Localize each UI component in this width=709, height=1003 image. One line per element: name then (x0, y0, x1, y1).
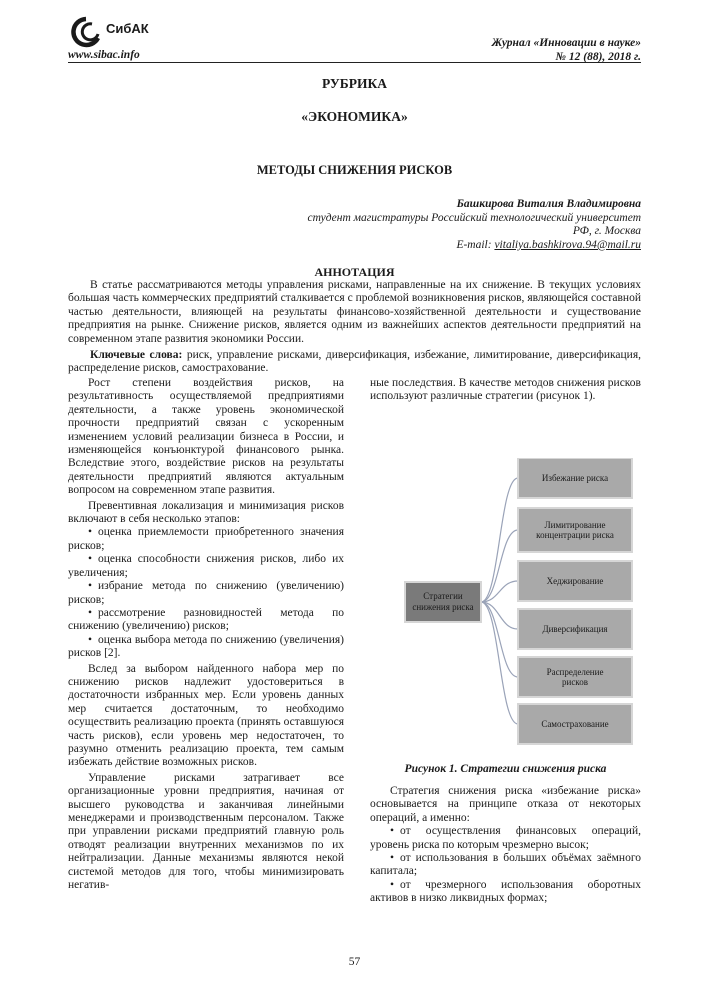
strategies-diagram (395, 458, 635, 748)
list-item: • от использования в больших объёмах заёмного капитала; (370, 852, 641, 879)
diagram-node-label: Распределение (546, 667, 604, 677)
diagram-connector (481, 478, 518, 602)
author-affiliation (191, 212, 641, 252)
list-item: • от чрезмерного использования оборотных активов в низко ликвидных формах; (370, 879, 641, 906)
keywords-label: Ключевые слова: (90, 349, 183, 361)
diagram-node-label: Диверсификация (542, 624, 608, 634)
rubric-label: РУБРИКА (321, 76, 388, 91)
diagram-root-label-line2: снижения риска (412, 602, 474, 612)
left-column (68, 377, 344, 892)
keywords-text: риск, управление рисками, диверсификация, избежание, лимитирование, диверсификация, распределение рисков, самострахование. (68, 349, 641, 375)
diagram-node-label: рисков (562, 677, 588, 687)
list-item: • рассмотрение разновидностей метода по снижению (увеличению) рисков; (68, 607, 344, 634)
journal-issue: № 12 (88), 2018 г. (555, 51, 641, 63)
author-email-line (191, 239, 641, 252)
list-item: • оценка способности снижения рисков, либо их увеличения; (68, 553, 344, 580)
diagram-node-label: Избежание риска (541, 473, 609, 483)
author-city: РФ, г. Москва (572, 225, 641, 238)
keywords (68, 349, 641, 376)
paragraph: Рост степени воздействия рисков, на результативность осуществляемой предприятиями деятельности, а также уровень экономической прочности предприятий связан с ускоренным изменением условий реализации бизнеса в России, и изменяющейся конъюнктурой финансового рынка. Вследствие этого, воздействие рисков на результаты деятельности предприятий являются актуальным вопросом на современном этапе развития. (68, 377, 344, 497)
diagram-nodes (518, 458, 632, 744)
right-column-top (370, 377, 641, 404)
paragraph: Управление рисками затрагивает все организационные уровни предприятия, начиная от высшего руководства и заканчивая линейными менеджерами и производственным персоналом. Также при управлении рисками предприятий главную роль отводят реализации внутренних механизмов по их нейтрализации. Данные механизмы являются некой системой методов для того, чтобы минимизировать негатив- (68, 771, 344, 892)
page-number: 57 (348, 956, 361, 968)
diagram-connectors (481, 478, 518, 724)
diagram-node-label: концентрации риска (536, 530, 614, 540)
diagram-root-label-line1: Стратегии (423, 591, 463, 601)
diagram-node-label: Самострахование (541, 719, 609, 729)
site-url[interactable]: www.sibac.info (68, 49, 140, 61)
list-item: • оценка выбора метода по снижению (увеличения) рисков [2]. (68, 634, 344, 661)
paragraph: Вслед за выбором найденного набора мер по снижению рисков надлежит удостовериться в достаточности избранных мер. Если уровень данных мер считается достаточным, то необходимо осуществить реализацию проекта (принять оставшуюся часть рисков), если уровень мер недостаточен, то разумно отменить реализацию проекта, тем самым избежать действие возможных рисков. (68, 662, 344, 769)
diagram-node-label: Хеджирование (546, 576, 604, 586)
list-item: • оценка приемлемости приобретенного значения рисков; (68, 526, 344, 553)
author-name: Башкирова Виталия Владимировна (456, 198, 641, 210)
email-label: E-mail: (456, 238, 495, 251)
annotation-text: В статье рассматриваются методы управления рисками, направленные на их снижение. В текущих условиях большая часть коммерческих предприятий сталкивается с проблемой возникновения рисков, являющейся составной частью деятельности, влияющей на результаты финансово-хозяйственной деятельности и существование предприятия на рынке. Снижение рисков, является одним из важнейших аспектов деятельности предприятий на современном этапе развития экономики России. (68, 279, 641, 345)
journal-name: Журнал «Инновации в науке» (491, 37, 641, 49)
paragraph: Стратегия снижения риска «избежание риска» основывается на принципе отказа от некоторых операций, а именно: (370, 785, 641, 824)
article-title: МЕТОДЫ СНИЖЕНИЯ РИСКОВ (256, 163, 453, 177)
diagram-node-label: Лимитирование (544, 520, 606, 530)
diagram-connector (481, 602, 518, 724)
rubric-name: «ЭКОНОМИКА» (301, 109, 408, 124)
paragraph: ные последствия. В качестве методов снижения рисков используют различные стратегии (рисунок 1). (370, 377, 641, 403)
author-email-link[interactable]: vitaliya.bashkirova.94@mail.ru (494, 238, 641, 251)
annotation-heading: АННОТАЦИЯ (314, 265, 395, 279)
list-item: • избрание метода по снижению (увеличению) рисков; (68, 580, 344, 607)
header-rule (68, 62, 641, 63)
author-position: студент магистратуры Российский технологический университет (307, 212, 641, 224)
figure-caption: Рисунок 1. Стратегии снижения риска (404, 763, 607, 775)
right-column-bottom (370, 785, 641, 906)
logo-text: СибАК (106, 21, 149, 36)
paragraph: Превентивная локализация и минимизация рисков включают в себя несколько этапов: (68, 499, 344, 526)
journal-info (492, 36, 641, 64)
list-item: • от осуществления финансовых операций, уровень риска по которым чрезмерно высок; (370, 825, 641, 852)
